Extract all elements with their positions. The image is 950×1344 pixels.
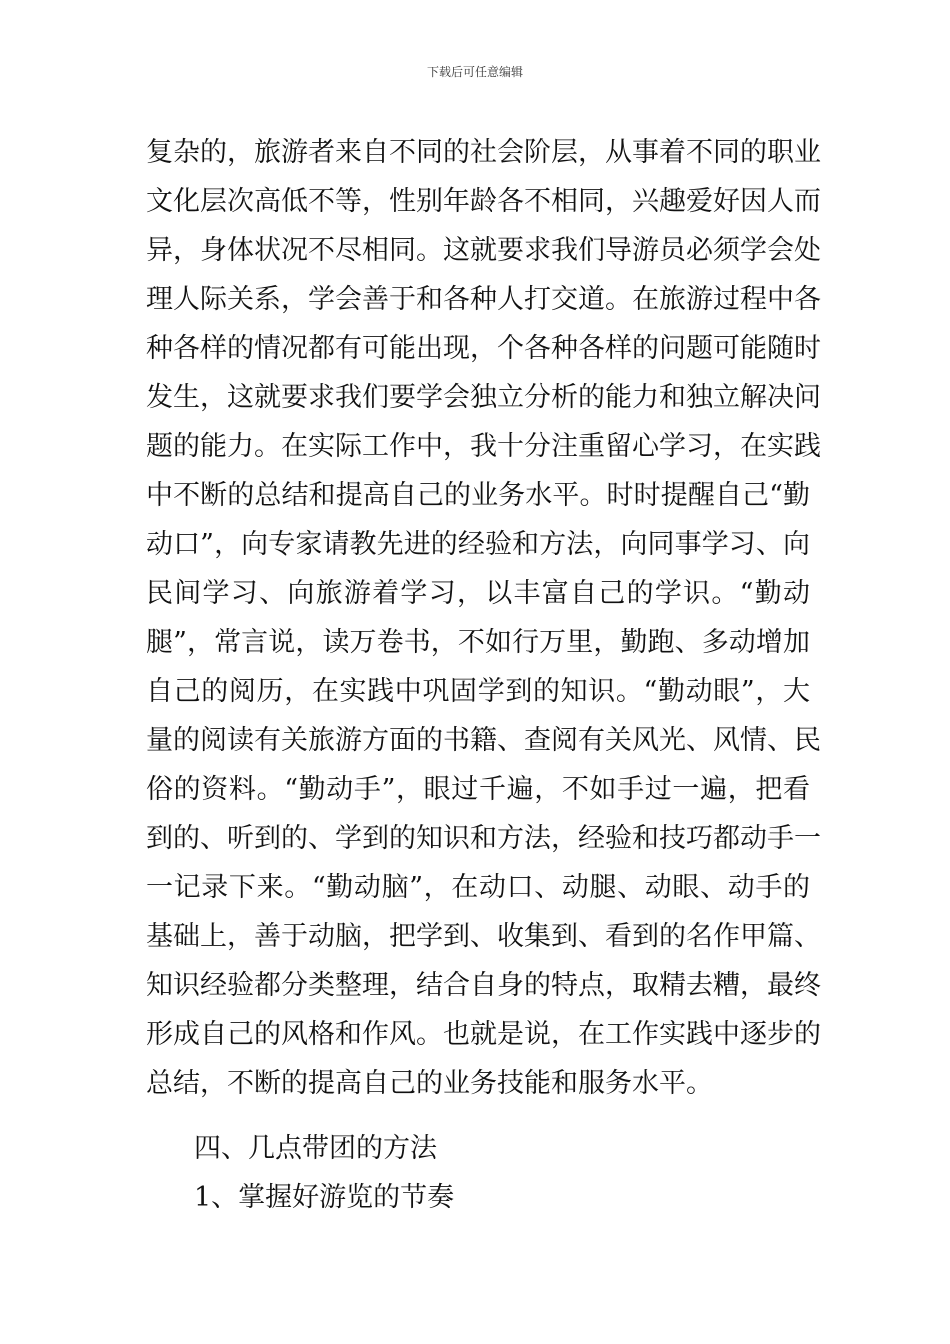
paragraph-line: 动口”，向专家请教先进的经验和方法，向同事学习、向 bbox=[146, 529, 810, 560]
paragraph-line: 自己的阅历，在实践中巩固学到的知识。“勤动眼”，大 bbox=[146, 676, 810, 707]
paragraph-line: 基础上，善于动脑，把学到、收集到、看到的名作甲篇、 bbox=[146, 921, 821, 952]
section-heading: 四、几点带团的方法 bbox=[194, 1133, 437, 1164]
paragraph-line: 形成自己的风格和作风。也就是说，在工作实践中逐步的 bbox=[146, 1019, 821, 1050]
paragraph-line: 中不断的总结和提高自己的业务水平。时时提醒自己“勤 bbox=[146, 480, 810, 511]
paragraph-line: 题的能力。在实际工作中，我十分注重留心学习，在实践 bbox=[146, 431, 821, 462]
paragraph-line: 文化层次高低不等，性别年龄各不相同，兴趣爱好因人而 bbox=[146, 186, 821, 217]
paragraph-line: 一记录下来。“勤动脑”，在动口、动腿、动眼、动手的 bbox=[146, 872, 810, 903]
paragraph-line: 到的、听到的、学到的知识和方法，经验和技巧都动手一 bbox=[146, 823, 821, 854]
paragraph-line: 发生，这就要求我们要学会独立分析的能力和独立解决问 bbox=[146, 382, 821, 413]
subsection-heading: 1、掌握好游览的节奏 bbox=[194, 1182, 455, 1213]
paragraph-line: 复杂的，旅游者来自不同的社会阶层，从事着不同的职业 bbox=[146, 137, 821, 168]
paragraph-line: 异，身体状况不尽相同。这就要求我们导游员必须学会处 bbox=[146, 235, 821, 266]
paragraph-line: 俗的资料。“勤动手”，眼过千遍，不如手过一遍，把看 bbox=[146, 774, 810, 805]
paragraph-line: 知识经验都分类整理，结合自身的特点，取精去糟，最终 bbox=[146, 970, 821, 1001]
page-header: 下载后可任意编辑 bbox=[426, 65, 523, 79]
body-paragraph bbox=[146, 128, 821, 1108]
paragraph-line: 量的阅读有关旅游方面的书籍、查阅有关风光、风情、民 bbox=[146, 725, 821, 756]
paragraph-line: 种各样的情况都有可能出现，个各种各样的问题可能随时 bbox=[146, 333, 821, 364]
paragraph-line: 总结，不断的提高自己的业务技能和服务水平。 bbox=[146, 1068, 713, 1099]
paragraph-line: 民间学习、向旅游着学习，以丰富自己的学识。“勤动 bbox=[146, 578, 810, 609]
paragraph-line: 腿”，常言说，读万卷书，不如行万里，勤跑、多动增加 bbox=[146, 627, 810, 658]
paragraph-line: 理人际关系，学会善于和各种人打交道。在旅游过程中各 bbox=[146, 284, 821, 315]
